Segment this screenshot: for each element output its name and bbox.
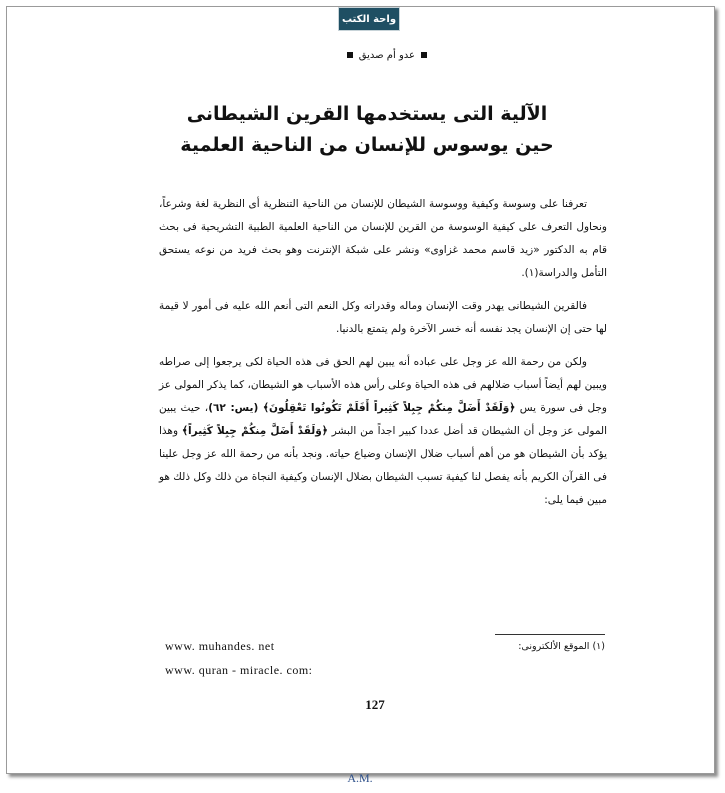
square-bullet-icon bbox=[347, 52, 353, 58]
page-number: 127 bbox=[365, 697, 385, 712]
paragraph-3-text-c: وهذا يؤكد بأن الشيطان هو من أهم أسباب ضلال الإنسان وضياع حياته. ونجد بأنه من رحمة الله عز وجل علينا فى القرآن الكريم بأنه يفصل لنا كيفية تسبب الشيطان بضلال الإنسان وكيفية النجاة من ذلك وكل ذلك هو مبين فيما يلى: bbox=[159, 425, 607, 506]
watermark: A.M. bbox=[347, 771, 373, 785]
quran-quote-1: ﴿وَلَقَدْ أَضَلَّ مِنكُمْ جِبِلاً كَثِيراً أَفَلَمْ تَكُونُوا تَعْقِلُونَ﴾ (يس: ٦٢) bbox=[208, 402, 516, 414]
footnote-url-1: www. muhandes. net bbox=[165, 639, 275, 653]
author-name: عدو أم صديق bbox=[358, 49, 415, 61]
quran-quote-2: ﴿وَلَقَدْ أَضَلَّ مِنكُمْ جِبِلاً كَثِيراً﴾ bbox=[181, 425, 328, 437]
footnote-divider bbox=[495, 634, 605, 635]
paragraph-1: تعرفنا على وسوسة وكيفية ووسوسة الشيطان للإنسان من الناحية التنظرية أى النظرية لغة وشرعاً، ونحاول التعرف على كيفية الوسوسة من القرين للإنسان من الناحية العلمية الطبية التشريحية فى بحث قام به الدكتور «زيد قاسم محمد غزاوى» ونشر على شبكة الإنترنت وهو بحث فريد من نوعه يستحق التأمل والدراسة(١). bbox=[159, 198, 607, 279]
title-line-1: الآلية التى يستخدمها القرين الشيطانى bbox=[186, 103, 548, 125]
footnote-url-2: www. quran - miracle. com: bbox=[165, 663, 313, 677]
author-line bbox=[327, 47, 427, 63]
paragraph-3-text-a: ولكن من رحمة الله عز وجل على عباده أنه يبين لهم الحق فى هذه الحياة لكى يرجعوا إلى صراطه ويبين لهم أيضاً أسباب ضلالهم فى هذه الحياة وعلى رأس هذه الأسباب هو الشيطان، كما يذكر المولى عز وجل فى سورة يس bbox=[158, 356, 607, 414]
title-line-2: حين يوسوس للإنسان من الناحية العلمية bbox=[180, 134, 554, 156]
paragraph-3-text-b: ، حيث يبين المولى عز وجل أن الشيطان قد أضل عددا كبير اجداً من البشر bbox=[159, 402, 608, 437]
article-title bbox=[127, 99, 607, 161]
page-frame bbox=[6, 6, 715, 774]
article-body bbox=[159, 193, 607, 522]
paragraph-3 bbox=[159, 351, 607, 512]
footnote: (١) الموقع الألكترونى: bbox=[518, 641, 605, 652]
header-tab-label: واحة الكتب bbox=[341, 13, 397, 25]
square-bullet-icon bbox=[421, 52, 427, 58]
paragraph-2: فالقرين الشيطانى يهدر وقت الإنسان وماله وقدراته وكل النعم التى أنعم الله عليه فى أمور لا قيمة لها حتى إن الإنسان يجد نفسه أنه خسر الآخرة ولم يتمتع بالدنيا. bbox=[159, 300, 607, 335]
header-tab bbox=[338, 7, 400, 31]
